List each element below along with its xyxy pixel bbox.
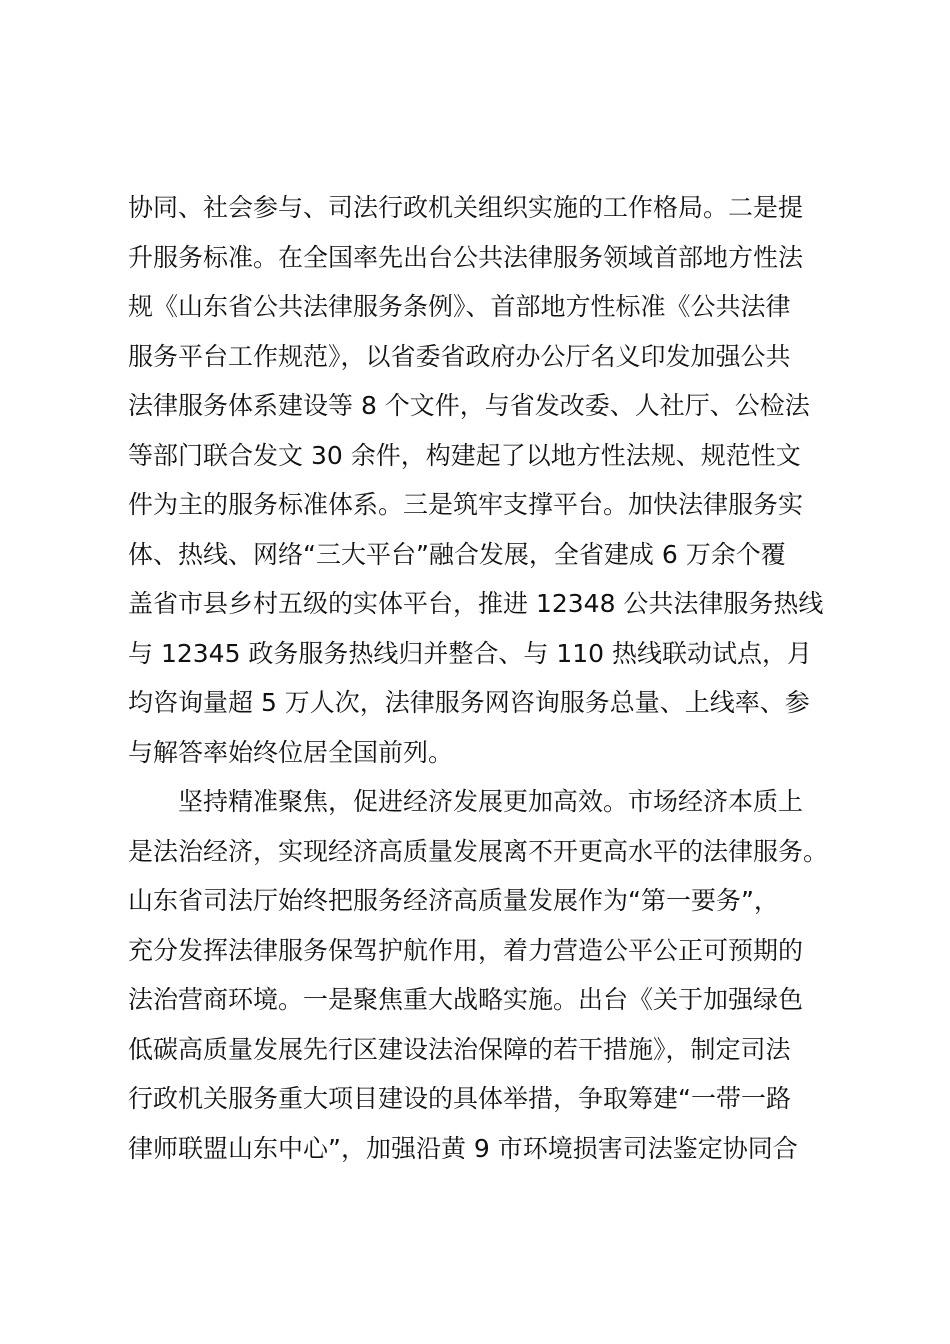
text-line: 坚持精准聚焦，促进经济发展更加高效。市场经济本质上 [128, 787, 804, 816]
text-line: 盖省市县乡村五级的实体平台，推进 12348 公共法律服务热线 [128, 589, 824, 618]
text-line: 律师联盟山东中心”，加强沿黄 9 市环境损害司法鉴定协同合 [128, 1133, 798, 1163]
text-line: 充分发挥法律服务保驾护航作用，着力营造公平公正可预期的 [128, 935, 804, 965]
text-line: 法治营商环境。一是聚焦重大战略实施。出台《关于加强绿色 [128, 985, 804, 1014]
text-line: 是法治经济，实现经济高质量发展离不开更高水平的法律服务。 [128, 836, 829, 866]
text-line: 与解答率始终位居全国前列。 [128, 737, 454, 767]
body-text [128, 183, 843, 1173]
text-line: 山东省司法厅始终把服务经济高质量发展作为“第一要务”， [128, 886, 779, 915]
text-line: 法律服务体系建设等 8 个文件，与省发改委、人社厅、公检法 [128, 391, 810, 420]
text-line: 与 12345 政务服务热线归并整合、与 110 热线联动试点，月 [128, 638, 813, 668]
text-line: 均咨询量超 5 万人次，法律服务网咨询服务总量、上线率、参 [128, 688, 810, 717]
text-line: 升服务标准。在全国率先出台公共法律服务领域首部地方性法 [128, 242, 804, 272]
text-line: 低碳高质量发展先行区建设法治保障的若干措施》，制定司法 [128, 1034, 791, 1064]
text-line: 等部门联合发文 30 余件，构建起了以地方性法规、规范性文 [128, 440, 801, 470]
text-line: 行政机关服务重大项目建设的具体举措，争取筹建“一带一路 [128, 1084, 791, 1113]
text-line: 件为主的服务标准体系。三是筑牢支撑平台。加快法律服务实 [128, 490, 804, 519]
text-line: 体、热线、网络“三大平台”融合发展，全省建成 6 万余个覆 [128, 539, 786, 569]
text-line: 服务平台工作规范》，以省委省政府办公厅名义印发加强公共 [128, 341, 791, 371]
text-line: 协同、社会参与、司法行政机关组织实施的工作格局。二是提 [128, 193, 804, 222]
text-line: 规《山东省公共法律服务条例》、首部地方性标准《公共法律 [128, 292, 791, 321]
